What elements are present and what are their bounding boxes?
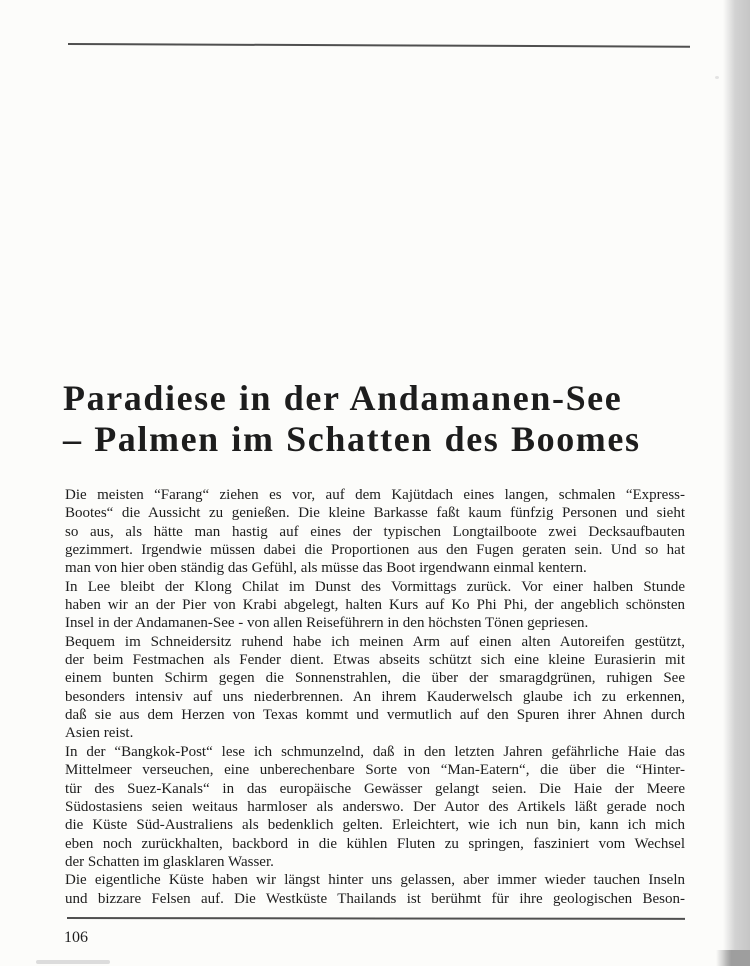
page-title [63, 378, 693, 459]
text-line: Die meisten “Farang“ ziehen es vor, auf dem Kajütdach eines langen, schmalen “Express- [65, 487, 685, 503]
text-line: so aus, als hätte man hastig auf eines der typischen Longtailboote zwei Decksaufbauten [65, 523, 685, 540]
scan-edge-shadow [723, 0, 750, 966]
text-line: besonders intensiv auf uns niederbrennen. An ihrem Kauderwelsch glaube ich zu erkennen, [65, 688, 685, 705]
scan-speck [715, 76, 719, 79]
text-line: Bootes“ die Aussicht zu genießen. Die kleine Barkasse faßt kaum fünfzig Personen und sieht [65, 505, 685, 522]
text-line: der Schatten im glasklaren Wasser. [65, 853, 274, 870]
title-line-1: Paradiese in der Andamanen-See [63, 378, 623, 418]
text-line: In der “Bangkok-Post“ lese ich schmunzelnd, daß in den letzten Jahren gefährliche Haie das [65, 743, 685, 760]
scan-edge-shadow-dark [716, 950, 750, 966]
text-line: In Lee bleibt der Klong Chilat im Dunst des Vormittags zurück. Vor einer halben Stunde [65, 578, 685, 595]
text-line: gezimmert. Irgendwie müssen dabei die Proportionen aus den Fugen geraten sein. Und so hat [65, 542, 685, 559]
text-line: der beim Festmachen als Fender dient. Etwas abseits schützt sich eine kleine Eurasierin mit [65, 652, 685, 669]
page-number: 106 [64, 929, 88, 946]
text-line: daß sie aus dem Herzen von Texas kommt und vermutlich auf den Spuren ihrer Ahnen durch [65, 707, 685, 724]
text-line: man von hier oben ständig das Gefühl, als müsse das Boot irgendwann einmal kentern. [65, 560, 587, 577]
text-line: einem bunten Schirm gegen die Sonnenstrahlen, die über der smaragdgrünen, ruhigen See [65, 670, 685, 687]
title-line-2: – Palmen im Schatten des Boomes [63, 418, 641, 459]
scan-smudge [36, 960, 110, 964]
text-line: Asien reist. [65, 725, 134, 742]
body-text [65, 486, 685, 908]
text-line: und bizzare Felsen auf. Die Westküste Thailands ist berühmt für ihre geologischen Beson- [65, 890, 685, 907]
text-line: Mittelmeer verseuchen, eine unberechenbare Sorte von “Man-Eatern“, die über die “Hinter- [65, 762, 685, 779]
text-line: die Küste Süd-Australiens als bedenklich gelten. Erleichtert, wie ich nun bin, kann ich mich [65, 817, 685, 834]
text-line: Bequem im Schneidersitz ruhend habe ich meinen Arm auf einen alten Autoreifen gestützt, [65, 633, 685, 650]
text-line: eben noch zurückhalten, backbord in die kühlen Fluten zu springen, fasziniert vom Wechsel [65, 835, 685, 852]
bottom-rule [67, 917, 685, 920]
text-line: Insel in der Andamanen-See - von allen Reiseführern in den höchsten Tönen gepriesen. [65, 615, 589, 632]
text-line: Die eigentliche Küste haben wir längst hinter uns gelassen, aber immer wieder tauchen Inseln [65, 872, 685, 889]
text-line: tür des Suez-Kanals“ in das europäische Gewässer gelangt seien. Die Haie der Meere [65, 780, 685, 797]
top-rule [68, 43, 690, 48]
text-line: Südostasiens seien weitaus harmloser als anderswo. Der Autor des Artikels läßt gerade noch [65, 798, 685, 815]
text-line: haben wir an der Pier von Krabi abgelegt, halten Kurs auf Ko Phi Phi, der angeblich schönsten [65, 597, 685, 614]
